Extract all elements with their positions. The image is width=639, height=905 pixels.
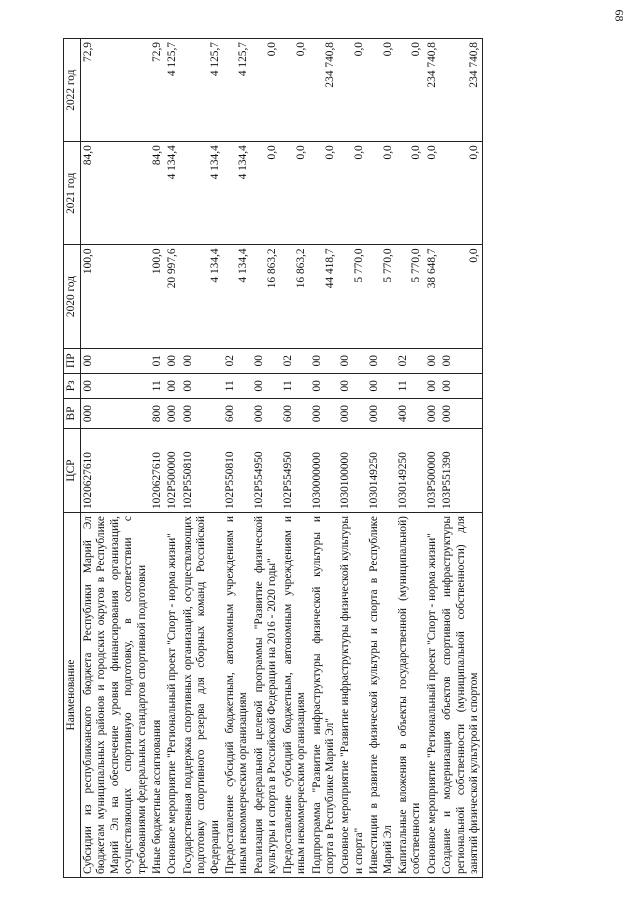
row-csr: 102P554950 xyxy=(281,429,310,513)
row-rz: 11 xyxy=(281,373,310,398)
row-csr: 102P550810 xyxy=(181,429,223,513)
table-row xyxy=(367,39,396,878)
table-row xyxy=(338,39,367,878)
row-2022: 72,9 xyxy=(81,39,151,142)
header-pr: ПР xyxy=(64,348,81,373)
row-2020: 100,0 xyxy=(81,245,151,348)
row-csr: 1020627610 xyxy=(81,429,151,513)
table-row xyxy=(310,39,339,878)
header-vr: ВР xyxy=(64,398,81,428)
page-number: 68 xyxy=(612,9,627,22)
row-csr: 103P500000 xyxy=(425,429,440,513)
row-2022: 0,0 xyxy=(252,39,281,142)
row-pr: 00 xyxy=(425,348,440,373)
row-name: Основное мероприятие "Развитие инфраструктуры физической культуры и спорта" xyxy=(338,513,367,878)
row-name: Иные бюджетные ассигнования xyxy=(150,513,165,878)
row-rz: 00 xyxy=(81,373,151,398)
row-2020: 5 770,0 xyxy=(396,245,425,348)
row-2021: 0,0 xyxy=(367,142,396,245)
row-2020: 20 997,6 xyxy=(165,245,180,348)
row-2021: 0,0 xyxy=(281,142,310,245)
row-2022: 4 125,7 xyxy=(181,39,223,142)
row-rz: 00 xyxy=(252,373,281,398)
row-vr: 000 xyxy=(252,398,281,428)
row-pr: 02 xyxy=(396,348,425,373)
row-name: Инвестиции в развитие физической культуры и спорта в Республике Марий Эл xyxy=(367,513,396,878)
table-row xyxy=(223,39,252,878)
table-row xyxy=(440,39,483,878)
table-row xyxy=(252,39,281,878)
row-2021: 84,0 xyxy=(150,142,165,245)
row-pr: 00 xyxy=(440,348,483,373)
row-name: Создание и модернизация объектов спортивной инфраструктуры региональной собственности (муниципальной собственности) для занятий физической культурой и спортом xyxy=(440,513,483,878)
row-name: Субсидии из республиканского бюджета Республики Марий Эл бюджетам муниципальных районов и городских округов в Республике Марий Эл на обеспечение уровня финансирования организаций, осуществляющих спортивную подготовку, в соответствии с требованиями федеральных стандартов спортивной подготовки xyxy=(81,513,151,878)
row-name: Реализация федеральной целевой программы "Развитие физической культуры и спорта в Российской Федерации на 2016 - 2020 годы" xyxy=(252,513,281,878)
row-pr: 01 xyxy=(150,348,165,373)
header-2020: 2020 год xyxy=(64,245,81,348)
row-2020: 5 770,0 xyxy=(367,245,396,348)
row-vr: 600 xyxy=(223,398,252,428)
row-csr: 1030100000 xyxy=(338,429,367,513)
row-rz: 00 xyxy=(181,373,223,398)
row-pr: 02 xyxy=(223,348,252,373)
rotated-table-container xyxy=(63,38,603,878)
row-name: Предоставление субсидий бюджетным, автономным учреждениям и иным некоммерческим организациям xyxy=(281,513,310,878)
row-2021: 4 134,4 xyxy=(181,142,223,245)
row-csr: 102P500000 xyxy=(165,429,180,513)
row-2022: 0,0 xyxy=(396,39,425,142)
row-2022: 234 740,8 xyxy=(440,39,483,142)
table-row xyxy=(281,39,310,878)
row-2020: 16 863,2 xyxy=(281,245,310,348)
row-2021: 0,0 xyxy=(310,142,339,245)
row-rz: 11 xyxy=(223,373,252,398)
row-2021: 0,0 xyxy=(440,142,483,245)
header-name: Наименование xyxy=(64,513,81,878)
row-rz: 00 xyxy=(367,373,396,398)
header-2022: 2022 год xyxy=(64,39,81,142)
budget-table xyxy=(63,38,483,878)
row-name: Предоставление субсидий бюджетным, автономным учреждениям и иным некоммерческим организациям xyxy=(223,513,252,878)
row-2021: 0,0 xyxy=(338,142,367,245)
row-2022: 72,9 xyxy=(150,39,165,142)
row-vr: 000 xyxy=(165,398,180,428)
row-2022: 4 125,7 xyxy=(223,39,252,142)
row-csr: 1030149250 xyxy=(396,429,425,513)
row-2022: 234 740,8 xyxy=(425,39,440,142)
row-vr: 000 xyxy=(367,398,396,428)
row-vr: 800 xyxy=(150,398,165,428)
row-2021: 0,0 xyxy=(396,142,425,245)
row-2020: 5 770,0 xyxy=(338,245,367,348)
table-row xyxy=(181,39,223,878)
row-vr: 000 xyxy=(440,398,483,428)
row-pr: 02 xyxy=(281,348,310,373)
row-2022: 4 125,7 xyxy=(165,39,180,142)
table-row xyxy=(425,39,440,878)
row-2021: 0,0 xyxy=(252,142,281,245)
row-vr: 000 xyxy=(181,398,223,428)
table-row xyxy=(150,39,165,878)
row-name: Подпрограмма "Развитие инфраструктуры физической культуры и спорта в Республике Марий Эл" xyxy=(310,513,339,878)
row-pr: 00 xyxy=(252,348,281,373)
row-2021: 84,0 xyxy=(81,142,151,245)
row-2020: 44 418,7 xyxy=(310,245,339,348)
row-rz: 00 xyxy=(338,373,367,398)
row-vr: 000 xyxy=(81,398,151,428)
header-rz: Рз xyxy=(64,373,81,398)
table-header-row xyxy=(64,39,81,878)
row-vr: 000 xyxy=(310,398,339,428)
row-csr: 102P550810 xyxy=(223,429,252,513)
row-rz: 11 xyxy=(150,373,165,398)
row-rz: 00 xyxy=(165,373,180,398)
row-pr: 00 xyxy=(338,348,367,373)
row-name: Капитальные вложения в объекты государственной (муниципальной) собственности xyxy=(396,513,425,878)
row-2021: 4 134,4 xyxy=(223,142,252,245)
row-csr: 1020627610 xyxy=(150,429,165,513)
row-rz: 00 xyxy=(310,373,339,398)
row-rz: 00 xyxy=(440,373,483,398)
table-body xyxy=(81,39,483,878)
row-2020: 100,0 xyxy=(150,245,165,348)
row-rz: 00 xyxy=(425,373,440,398)
row-2020: 38 648,7 xyxy=(425,245,440,348)
row-csr: 1030000000 xyxy=(310,429,339,513)
row-2020: 0,0 xyxy=(440,245,483,348)
row-2022: 0,0 xyxy=(367,39,396,142)
row-vr: 600 xyxy=(281,398,310,428)
header-csr: ЦСР xyxy=(64,429,81,513)
header-2021: 2021 год xyxy=(64,142,81,245)
row-2022: 0,0 xyxy=(338,39,367,142)
row-csr: 1030149250 xyxy=(367,429,396,513)
row-2020: 4 134,4 xyxy=(181,245,223,348)
row-csr: 103P551390 xyxy=(440,429,483,513)
row-csr: 102P554950 xyxy=(252,429,281,513)
row-vr: 400 xyxy=(396,398,425,428)
row-2021: 4 134,4 xyxy=(165,142,180,245)
table-row xyxy=(81,39,151,878)
row-vr: 000 xyxy=(425,398,440,428)
row-pr: 00 xyxy=(181,348,223,373)
row-vr: 000 xyxy=(338,398,367,428)
row-pr: 00 xyxy=(165,348,180,373)
row-2022: 0,0 xyxy=(281,39,310,142)
table-row xyxy=(396,39,425,878)
row-rz: 11 xyxy=(396,373,425,398)
row-2022: 234 740,8 xyxy=(310,39,339,142)
row-2021: 0,0 xyxy=(425,142,440,245)
row-pr: 00 xyxy=(310,348,339,373)
row-pr: 00 xyxy=(81,348,151,373)
row-2020: 4 134,4 xyxy=(223,245,252,348)
row-name: Основное мероприятие "Региональный проект "Спорт - норма жизни" xyxy=(425,513,440,878)
row-pr: 00 xyxy=(367,348,396,373)
table-row xyxy=(165,39,180,878)
row-2020: 16 863,2 xyxy=(252,245,281,348)
row-name: Государственная поддержка спортивных организаций, осуществляющих подготовку спортивного резерва для сборных команд Российской Федерации xyxy=(181,513,223,878)
row-name: Основное мероприятие "Региональный проект "Спорт - норма жизни" xyxy=(165,513,180,878)
